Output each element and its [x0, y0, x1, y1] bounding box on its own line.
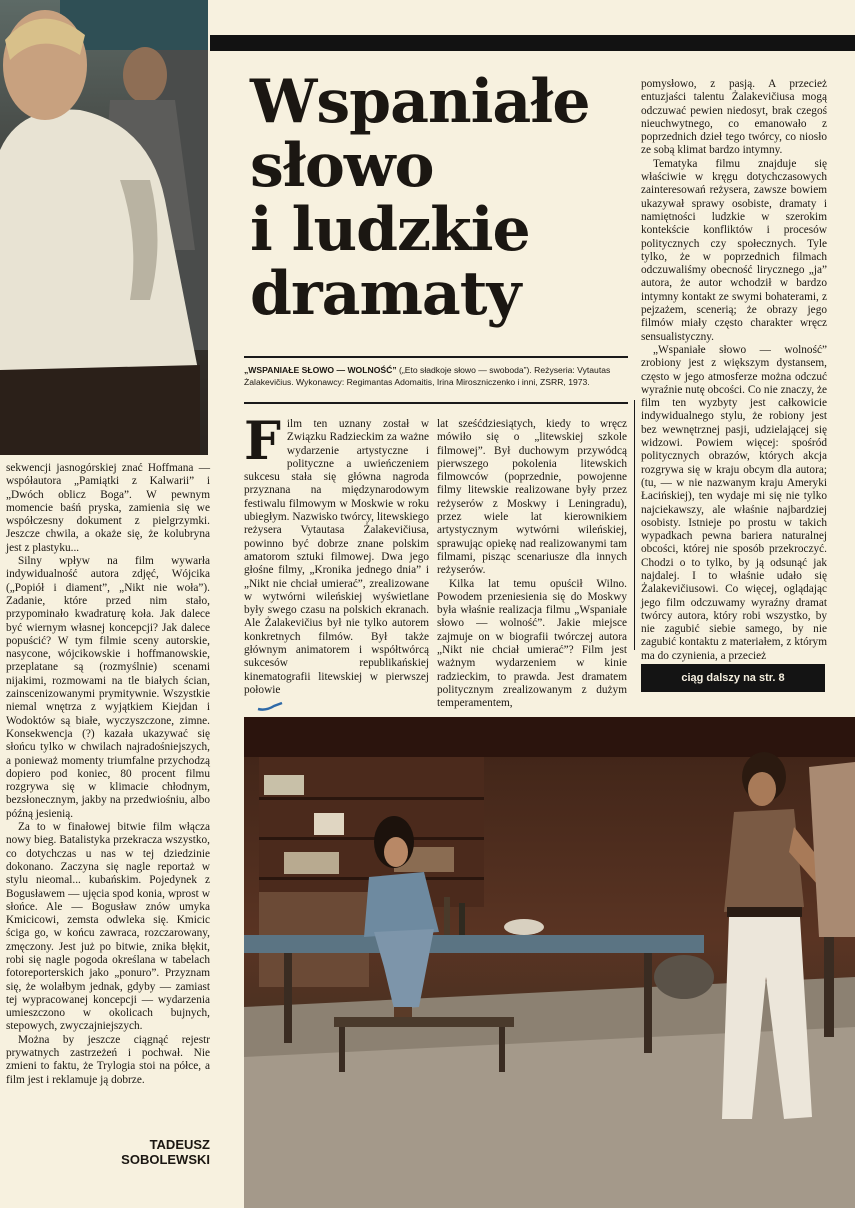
headline-line-4: dramaty	[250, 259, 521, 329]
continued-on-page-banner: ciąg dalszy na str. 8	[641, 664, 825, 692]
article-paragraph: Tematyka filmu znajduje się właściwie w kręgu dotychczasowych zainteresowań reżysera, zawsze bowiem ukazywał sprawy osobiste, dramaty i namiętności ludzkie w szerokim kontekście konfliktów i procesów politycznych czy społecznych. Tyle tylko, że w poprzednich filmach odczuwaliśmy obecność lirycznego „ja” autora, że autor wchodził w bardzo intymny kontakt ze swymi bohaterami, z pejzażem, scenerią; że obrazy jego filmów miały często charakter wręcz sensualistyczny.	[641, 157, 827, 343]
middle-column-2-text	[437, 418, 627, 711]
photo-film-still-scene	[244, 717, 855, 1208]
headline-line-3: i ludzkie	[250, 195, 530, 265]
drop-cap: F	[244, 411, 281, 472]
article-headline	[250, 67, 640, 329]
film-credits	[244, 364, 628, 388]
credits-film-title: „WSPANIAŁE SŁOWO — WOLNOŚĆ”	[244, 365, 397, 375]
left-paragraph: Silny wpływ na film wywarła indywidualność autora zdjęć, Wójcika („Popiół i diament”, „Nikt nie woła”). Zadanie, które przed nim stało, przypominało kwadraturę koła. Jak dalece być wiernym własnej koncepcji? Jak dalece popuścić? W tym filmie sceny autorskie, nasycone, wójcikowskie i hoffmanowskie, przeplatane są (rozmyślnie) scenami nijakimi, rozmowami na tle białych ścian, zainscenizowanymi prymitywnie. Wszystkie niemal wnętrza z wyjątkiem Kiejdan i Wodoktów są białe, wyczyszczone, zimne. Konsekwencja (?) kazała ukazywać się słońcu tylko w chwilach najradośniejszych, a ponieważ momenty triumfalne przychodzą dopiero pod koniec, 80 procent filmu rozgrywa się w klimacie chłodnym, bezsłonecznym, jakby na przedwiośniu, albo późną jesienią.	[6, 555, 210, 820]
credits-details: („Eto sładkoje słowo — swoboda”). Reżyseria: Vytautas Żalakevičius. Wykonawcy: Regimantas Adomaitis, Irina Miroszniczenko i inni, ZSRR, 1973.	[244, 365, 611, 387]
left-paragraph: Można by jeszcze ciągnąć rejestr prywatnych zastrzeżeń i pochwał. Nie zmieni to faktu, że Trylogia stoi na półce, a film jest i reklamuje ją dobrze.	[6, 1033, 210, 1086]
headline-line-2: słowo	[250, 131, 434, 201]
arrow-icon	[256, 700, 286, 712]
article-paragraph: pomysłowo, z pasją. A przecież entuzjaści talentu Żalakevičiusa mogą odczuwać pewien niedosyt, brak czegoś nieuchwytnego, co emanowało z poprzednich dzieł tego twórcy, co niosło ze sobą klimat bardzo intymny.	[641, 78, 827, 157]
article-paragraph: lat sześćdziesiątych, kiedy to wręcz mówiło się o „litewskiej szkole filmowej”. Był duchowym przywódcą pierwszego pokolenia litewskich filmowców (poprzednie, powojenne filmy litewskie realizowane były przez reżyserów z Moskwy i Leningradu), przez wiele lat kierownikiem artystycznym wytwórni wileńskiej, sprawując opiekę nad realizowanymi tam filmami, pisząc scenariusze dla innych reżyserów.	[437, 418, 627, 577]
article-paragraph: ilm ten uznany został w Związku Radzieckim za ważne wydarzenie artystyczne i polityczne a uwieńczeniem sukcesu stała się główna nagroda przyznana na międzynarodowym festiwalu filmowym w Moskwie w roku ubiegłym. Nazwisko twórcy, litewskiego reżysera Vytautasa Żalakevičiusa, powinno być dobrze znane polskim amatorom sztuki filmowej. Dwa jego głośne filmy, „Kronika jednego dnia” i „Nikt nie chciał umierać”, zrealizowane w wytwórni wileńskiej wyświetlane były swego czasu na polskich ekranach. Ale Żalakevičius był nie tylko autorem konkretnych filmów. Był także głównym animatorem i współtwórcą sukcesów republikańskiej kinematografii litewskiej w pierwszej połowie	[244, 418, 429, 696]
header-rule	[210, 35, 855, 51]
credits-rule-bottom	[244, 402, 628, 404]
author-last-name: SOBOLEWSKI	[121, 1152, 210, 1167]
credits-rule-top	[244, 356, 628, 358]
left-paragraph: sekwencji jasnogórskiej znać Hoffmana — współautora „Pamiątki z Kalwarii” i „Dwóch oblicz Boga”. W pewnym momencie baśń pryska, zamienia się we współczesny dokument z pielgrzymki. Jeszcze chwila, a okaże się, że kolubryna jest z plastyku...	[6, 462, 210, 554]
author-byline	[106, 1137, 210, 1167]
left-column-text	[6, 462, 210, 1087]
article-paragraph: Kilka lat temu opuścił Wilno. Powodem przeniesienia się do Moskwy była właśnie realizacja filmu „Wspaniałe słowo — wolność”. Jakie miejsce zajmuje on w biografii twórczej autora „Nikt nie chciał umierać”? Film jest ważnym wydarzeniem w kinie radzieckim, to prawda. Jest dramatem politycznym zrealizowanym z dużym temperamentem,	[437, 577, 627, 710]
right-column-text	[641, 78, 827, 663]
headline-line-1: Wspaniałe	[250, 67, 590, 137]
author-first-name: TADEUSZ	[149, 1137, 210, 1152]
column-divider	[634, 400, 635, 650]
left-paragraph: Za to w finałowej bitwie film włącza nowy bieg. Batalistyka przekracza wszystko, co dotychczas u nas w tej dziedzinie dokonano. Zaczyna się nagle reportaż w stylu nieomal... kubańskim. Pojedynek z Bogusławem — ujęcia spod konia, wprost w słońce. Ale — Bogusław znów umyka Kmicicowi, zemsta odwleka się. Kmicic ściga go, w końcu zawraca, rozczarowany, zmęczony. Jest już po bitwie, znika błękit, robi się nagle pogoda określana w tabelach fotoreporterskich jako „ponuro”. Przyznam się, że wolałbym jednak, gdyby — zamiast tej wypracowanej koncepcji — wydarzenia umieszczono w okolicach bujnych, stepowych, zwyczajniejszych.	[6, 821, 210, 1033]
article-paragraph: „Wspaniałe słowo — wolność” zrobiony jest z większym dystansem, często w jego atmosferze można odczuć wyraźnie nutę obcości. Co nie znaczy, że film ten wyzbyty jest całkowicie indywidualnego stylu, że robiony jest bez wewnętrznej pasji, udzielającej się widzowi. Powiem więcej: spośród politycznych obrazów, których akcja rozgrywa się w kraju obcym dla autora; (tu, — w nie nazwanym kraju Ameryki Łacińskiej), ten wydaje mi się nie tylko najciekawszy, ale właśnie najbardziej osobisty. Istnieje po prostu w takich wypadkach pewna bariera naturalnej obcości, której nie sposób przekroczyć. Chodzi o to tylko, by ją odsunąć jak najdalej. I to właśnie udało się Żalakevičiusowi. Co więcej, oglądając jego film odczuwamy wyraźny dramat twórcy autora, który robi wszystko, by nie zagubić siebie samego, by nie zagubić kontaktu z materiałem, z którym ma do czynienia, a przecież	[641, 343, 827, 662]
photo-film-still-man	[0, 0, 208, 455]
middle-column-1-text	[244, 411, 429, 697]
